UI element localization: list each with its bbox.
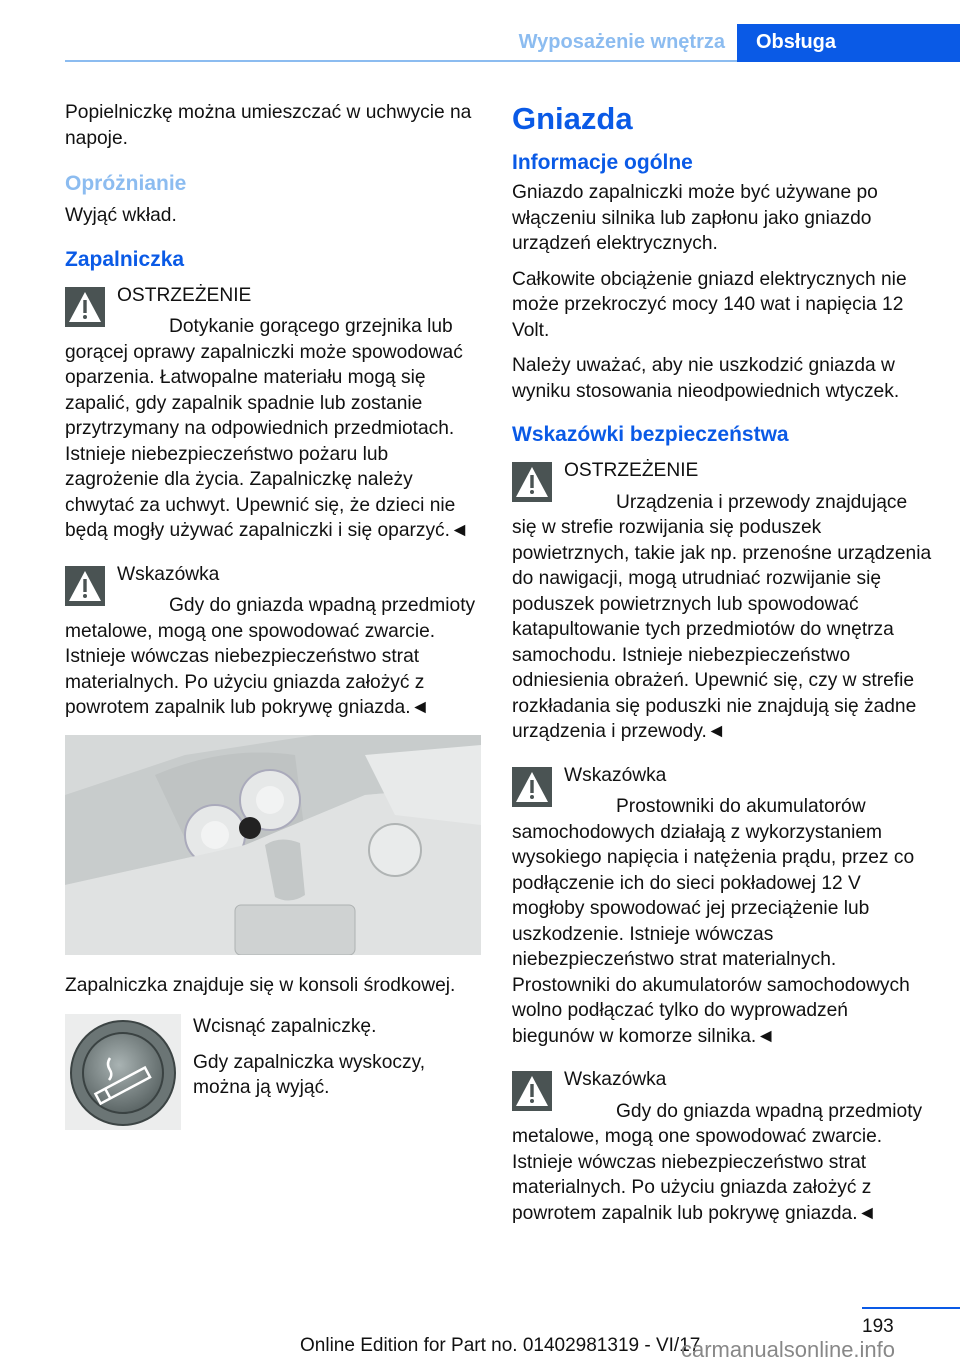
warning-text: Dotykanie gorącego grzejnika lub gorącej oprawy zapalniczki może spowodować oparzenia. Łatwopalne materiału mogą się zapalić, gdy zapalnik spadnie lub zostanie przytrzymany na odpowiednich przedmiotach. Istnieje niebezpieczeństwo pożaru lub zagrożenie dla życia. Zapalniczkę należy chwytać za uchwyt. Upewnić się, że dzieci nie będą mogły używać zapalniczki i się oparzyć.◄ (65, 316, 469, 541)
lighter-instruction (65, 1014, 481, 1130)
note-title: Wskazówka (117, 563, 220, 585)
warning-title: OSTRZEŻENIE (117, 284, 252, 306)
note-text: Gdy do gniazda wpadną przedmioty metalowe, mogą one spowodować zwarcie. Istnieje wówczas niebezpieczeństwo strat materialnych. Po użyciu gniazda założyć z powrotem zapalnik lub pokrywę gniazda.◄ (512, 1100, 923, 1224)
airbag-warning (512, 458, 932, 745)
chapter-tab-label: Obsługa (756, 31, 837, 53)
emptying-heading: Opróżnianie (65, 172, 187, 195)
header-rule (65, 60, 737, 62)
warning-triangle-icon (512, 1071, 552, 1111)
lighter-heading: Zapalniczka (65, 247, 185, 271)
warning-text: Urządzenia i przewody znajdujące się w strefie rozwijania się poduszek powietrznych, takie jak np. przenośne urządzenia do nawigacji, mogą utrudniać rozwijanie się poduszek powietrznych lub spowodować katapultowanie tych przedmiotów do wnętrza samochodu. Istnieje niebezpieczeństwo odniesienia obrażeń. Upewnić się, czy w strefie rozkładania się poduszki nie znajdują się żadne urządzenia i przewody.◄ (512, 491, 932, 742)
note-text: Prostowniki do akumulatorów samochodowych działają z wykorzystaniem wysokiego napięcia i natężenia prądu, przez co podłączenie ich do sieci pokładowej 12 V mogłoby spowodować jej przeciążenie lub uszkodzenie. Istnieje wówczas niebezpieczeństwo strat materialnych. Prostowniki do akumulatorów samochodowych wolno podłączać tylko do wyprowadzeń biegunów w komorze silnika.◄ (512, 796, 915, 1047)
general-paragraph-1: Gniazdo zapalniczki może być używane po włączeniu silnika lub zapłonu jako gniazdo urządzeń elektrycznych. (512, 182, 878, 254)
general-paragraph-3: Należy uważać, aby nie uszkodzić gniazda w wyniku stosowania nieodpowiednich wtyczek. (512, 355, 900, 402)
metal-objects-note (512, 1067, 932, 1226)
photo-caption: Zapalniczka znajduje się w konsoli środkowej. (65, 974, 456, 996)
right-column (512, 100, 932, 1238)
center-console-photo (65, 735, 481, 955)
safety-heading: Wskazówki bezpieczeństwa (512, 423, 789, 446)
watermark: carmanualsonline.info (681, 1337, 896, 1362)
warning-triangle-icon (65, 566, 105, 606)
cigarette-lighter-icon (65, 1014, 181, 1130)
warning-triangle-icon (512, 462, 552, 502)
edition-info: Online Edition for Part no. 01402981319 - VI/17 (300, 1335, 701, 1356)
warning-triangle-icon (65, 287, 105, 327)
press-lighter-text: Wcisnąć zapalniczkę. (193, 1016, 377, 1037)
chapter-tab (737, 24, 960, 62)
intro-paragraph: Popielniczkę można umieszczać w uchwycie na napoje. (65, 102, 472, 149)
note-title: Wskazówka (564, 1069, 667, 1090)
general-paragraph-2: Całkowite obciążenie gniazd elektrycznych nie może przekroczyć mocy 140 wat i napięcia 12 Volt. (512, 268, 907, 341)
warning-triangle-icon (512, 767, 552, 807)
sockets-heading: Gniazda (512, 101, 633, 136)
page-number: 193 (862, 1316, 894, 1337)
charger-note (512, 763, 932, 1050)
lighter-note (65, 562, 481, 721)
popout-text: Gdy zapalniczka wyskoczy, można ją wyjąć. (193, 1051, 426, 1098)
note-title: Wskazówka (564, 764, 667, 786)
lighter-warning (65, 283, 481, 544)
footer-rule (862, 1307, 960, 1309)
emptying-text: Wyjąć wkład. (65, 205, 177, 226)
left-column (65, 100, 481, 1130)
general-info-heading: Informacje ogólne (512, 151, 693, 174)
note-text: Gdy do gniazda wpadną przedmioty metalowe, mogą one spowodować zwarcie. Istnieje wówczas niebezpieczeństwo strat materialnych. Po użyciu gniazda założyć z powrotem zapalnik lub pokrywę gniazda.◄ (65, 595, 476, 718)
section-title: Wyposażenie wnętrza (518, 31, 725, 53)
warning-title: OSTRZEŻENIE (564, 460, 699, 481)
